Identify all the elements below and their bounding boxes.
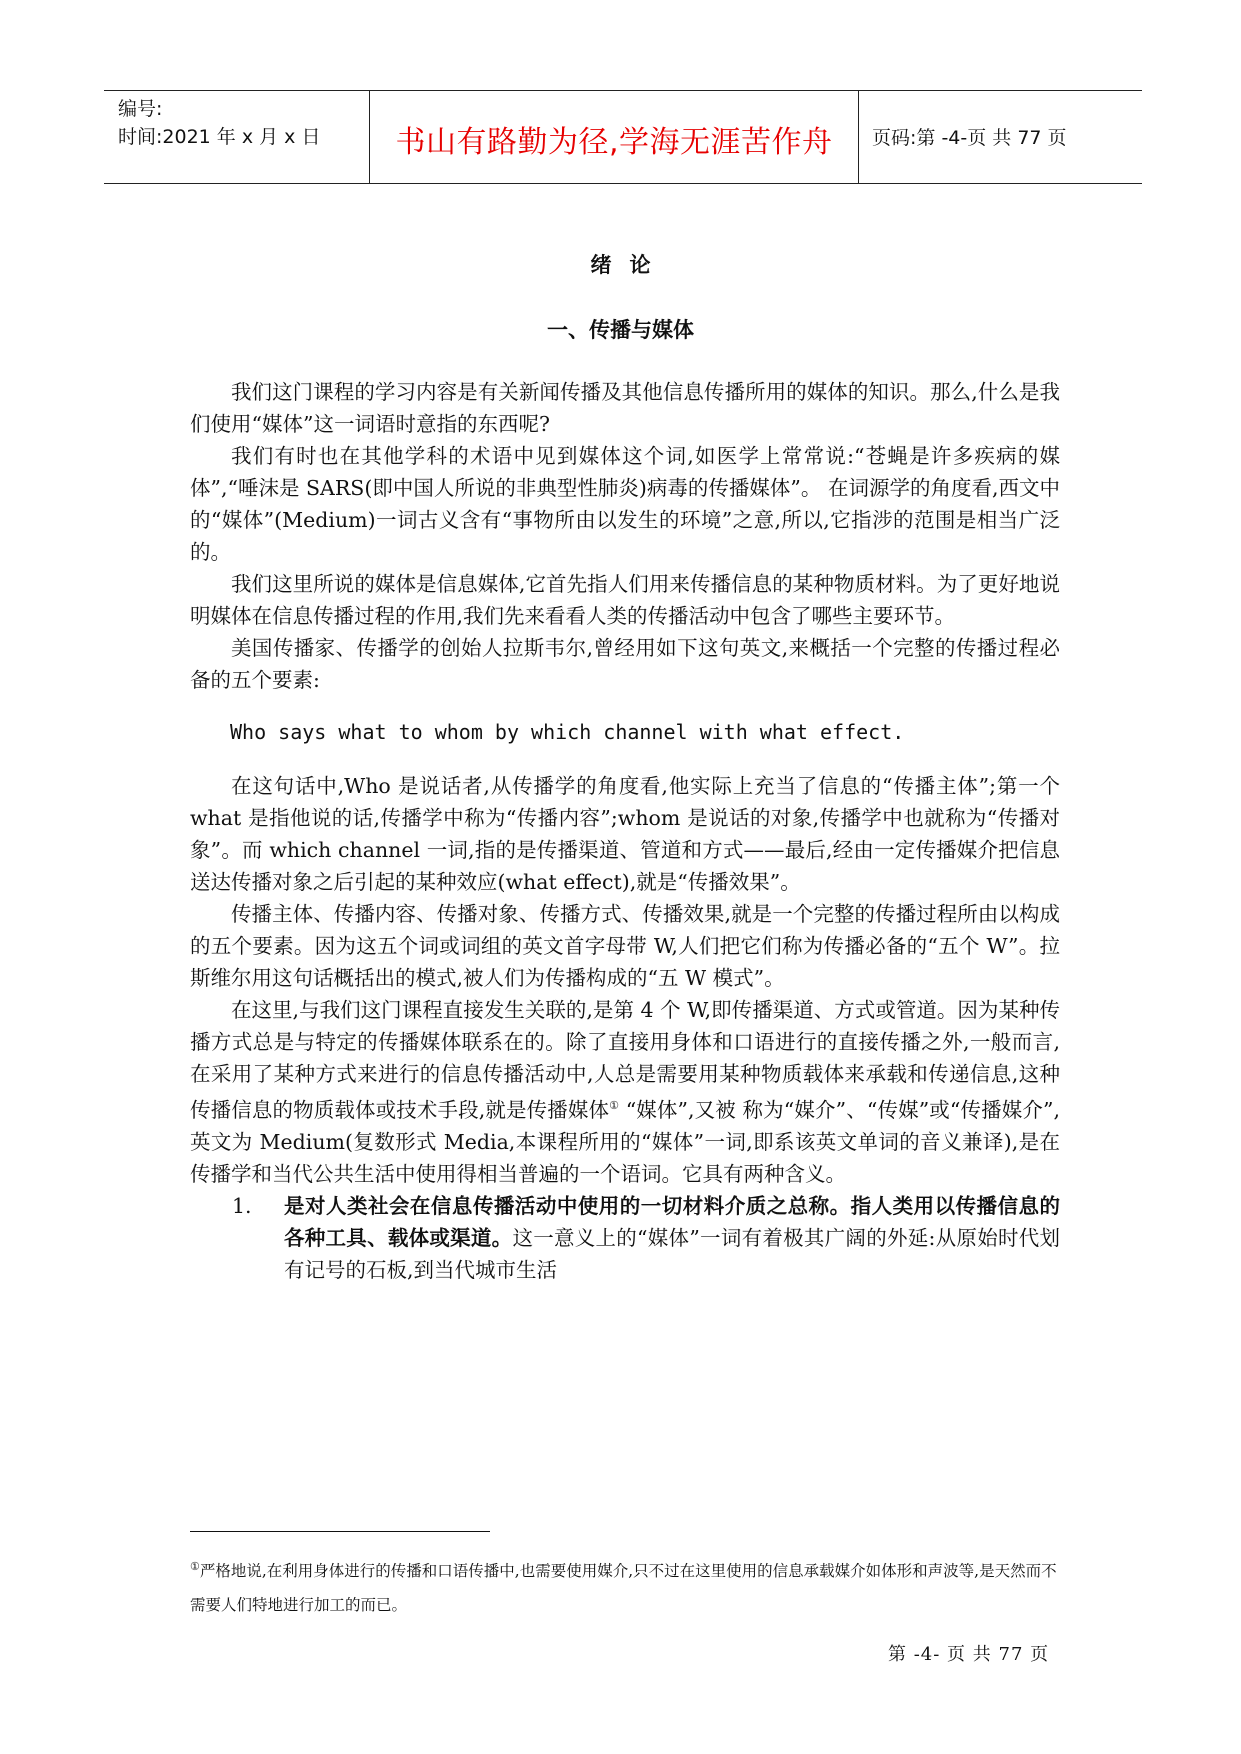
paragraph: 我们这里所说的媒体是信息媒体,它首先指人们用来传播信息的某种物质材料。为了更好地说明媒体在信息传播过程的作用,我们先来看看人类的传播活动中包含了哪些主要环节。 — [190, 572, 1060, 628]
list-text — [284, 1190, 1060, 1286]
english-quote: Who says what to whom by which channel with what effect. — [230, 720, 905, 744]
footnote-text: 严格地说,在利用身体进行的传播和口语传播中,也需要使用媒介,只不过在这里使用的信息承载媒介如体形和声波等,是天然而不需要人们特地进行加工的而已。 — [190, 1562, 1057, 1615]
list-rest-text: 这一意义上的“媒体”一词有着极其广阔的外延:从原始时代划有记号的石板,到当代城市生活 — [284, 1225, 1060, 1282]
footnote — [190, 1550, 1060, 1622]
header-motto: 书山有路勤为径,学海无涯苦作舟 — [395, 125, 833, 160]
header-table — [104, 90, 1142, 184]
section-title: 一、传播与媒体 — [547, 318, 694, 342]
page-footer: 第 -4- 页 共 77 页 — [888, 1644, 1050, 1665]
paragraph: 我们这门课程的学习内容是有关新闻传播及其他信息传播所用的媒体的知识。那么,什么是我们使用“媒体”这一词语时意指的东西呢? — [190, 380, 1060, 436]
list-item — [232, 1190, 1060, 1286]
footnote-ref: ① — [609, 1099, 620, 1112]
list-number: 1. — [232, 1193, 252, 1218]
chapter-title: 绪论 — [590, 253, 669, 277]
footnote-mark: ① — [190, 1560, 200, 1573]
paragraph: 美国传播家、传播学的创始人拉斯韦尔,曾经用如下这句英文,来概括一个完整的传播过程必备的五个要素: — [190, 636, 1060, 692]
header-divider — [858, 91, 859, 183]
number-label: 编号: — [118, 98, 163, 120]
paragraph: 在这句话中,Who 是说话者,从传播学的角度看,他实际上充当了信息的“传播主体”;第一个 what 是指他说的话,传播学中称为“传播内容”;whom 是说话的对象,传播学中也就称为“传播对象”。而 which channel 一词,指的是传播渠道、管道和方式——最后,经由一定传播媒介把信息送达传播对象之后引起的某种效应(what effect),就是“传播效果”。 — [190, 774, 1060, 894]
time-label: 时间:2021 年 x 月 x 日 — [118, 126, 321, 148]
paragraph-part: “媒体”,又被 称为“媒介”、“传媒”或“传播媒介”, 英文为 Medium(复数形式 Media,本课程所用的“媒体”一词,即系该英文单词的音义兼译),是在传播学和当代公共生活中使用得相当普遍的一个语词。它具有两种含义。 — [190, 1097, 1061, 1186]
header-meta — [118, 95, 320, 151]
body-text — [190, 376, 1060, 1286]
paragraph-part: 在这里,与我们这门课程直接发生关联的,是第 4 个 W,即传播渠道、方式或管道。因为某种传播方式总是与特定的传播媒体联系在的。除了直接用身体和口语进行的直接传播之外,一般而言,在采用了某种方式来进行的信息传播活动中,人总是需要用某种物质载体来承载和传递信息,这种传播信息的物质载体或技术手段,就是传播媒体 — [190, 998, 1060, 1122]
paragraph: 传播主体、传播内容、传播对象、传播方式、传播效果,就是一个完整的传播过程所由以构成的五个要素。因为这五个词或词组的英文首字母带 W,人们把它们称为传播必备的“五个 W”。拉斯维尔用这句话概括出的模式,被人们为传播构成的“五 W 模式”。 — [190, 902, 1060, 990]
list-bold-text: 是对人类社会在信息传播活动中使用的一切材料介质之总称。指人类用以传播信息的各种工具、载体或渠道。 — [284, 1193, 1060, 1250]
footnote-rule — [190, 1531, 490, 1532]
paragraph — [190, 994, 1060, 1190]
paragraph: 我们有时也在其他学科的术语中见到媒体这个词,如医学上常常说:“苍蝇是许多疾病的媒体”,“唾沫是 SARS(即中国人所说的非典型性肺炎)病毒的传播媒体”。 在词源学的角度看,西文中的“媒体”(Medium)一词古义含有“事物所由以发生的环境”之意,所以,它指涉的范围是相当广泛的。 — [190, 444, 1060, 564]
header-page-info: 页码:第 -4-页 共 77 页 — [872, 127, 1067, 149]
